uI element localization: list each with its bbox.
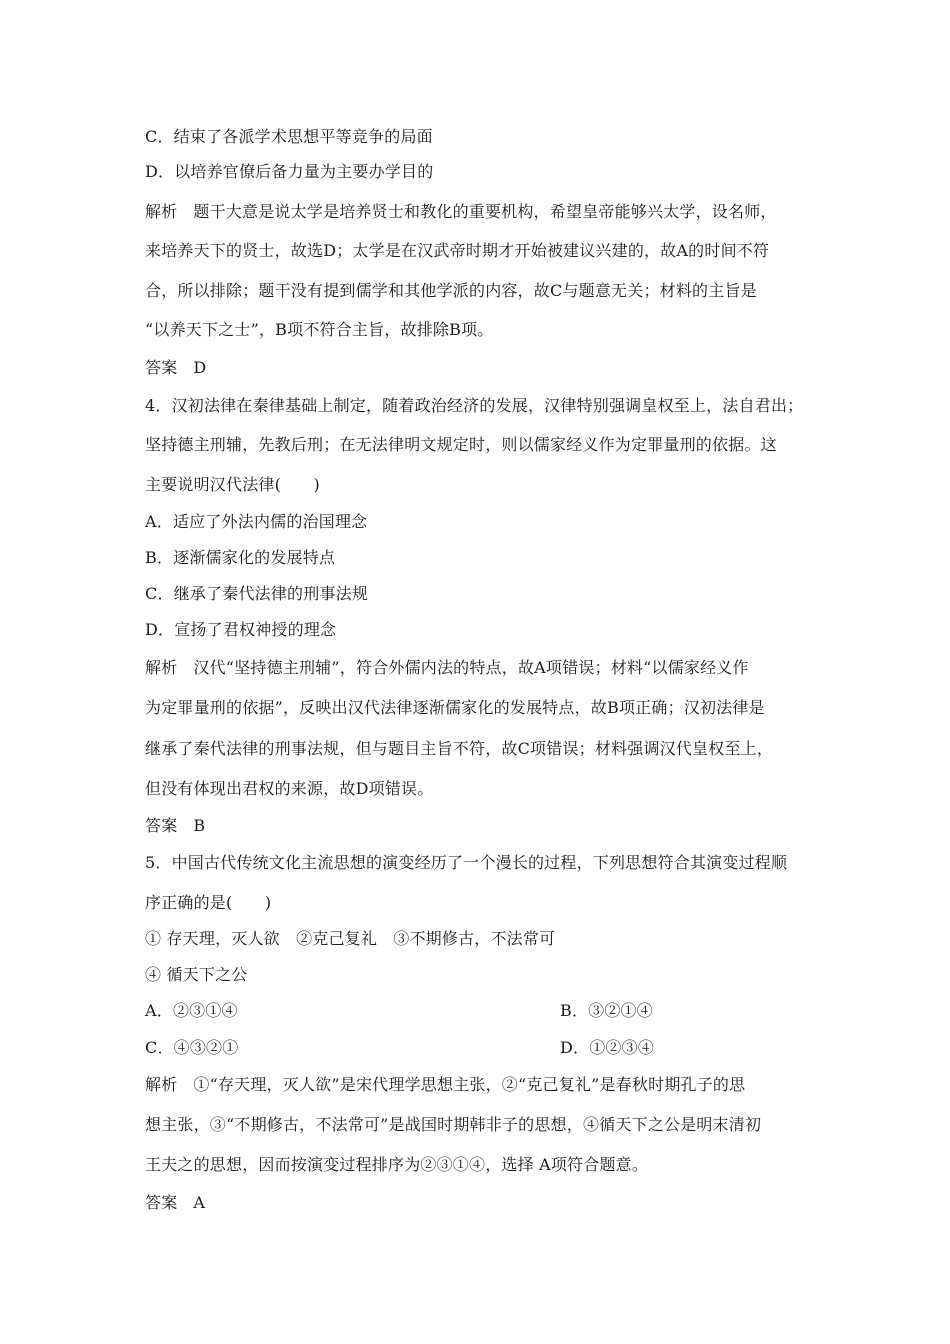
analysis-line: 继承了秦代法律的刑事法规，但与题目主旨不符，故C项错误；材料强调汉代皇权至上， xyxy=(145,739,774,758)
option-a: A．②③①④ xyxy=(145,1001,238,1020)
answer-line xyxy=(145,816,205,836)
analysis-line: 王夫之的思想，因而按演变过程排序为②③①④，选择 A项符合题意。 xyxy=(145,1155,649,1174)
answer-label: 答案 xyxy=(145,1193,178,1212)
option-b: B．逐渐儒家化的发展特点 xyxy=(145,548,336,567)
answer-line xyxy=(145,1193,205,1213)
option-d: D．宣扬了君权神授的理念 xyxy=(145,620,337,639)
analysis-label: 解析 xyxy=(145,202,178,221)
option-c: C．继承了秦代法律的刑事法规 xyxy=(145,584,369,603)
option-c: C．结束了各派学术思想平等竞争的局面 xyxy=(145,127,433,146)
analysis-line: 解析 题干大意是说太学是培养贤士和教化的重要机构，希望皇帝能够兴太学，设名师， xyxy=(145,202,777,221)
answer-label: 答案 xyxy=(145,358,178,377)
analysis-line: 解析 ①“存天理，灭人欲”是宋代理学思想主张，②“克己复礼”是春秋时期孔子的思 xyxy=(145,1075,746,1094)
analysis-line: “以养天下之士”，B项不符合主旨，故排除B项。 xyxy=(145,320,494,339)
analysis-line: 为定罪量刑的依据”，反映出汉代法律逐渐儒家化的发展特点，故B项正确；汉初法律是 xyxy=(145,698,765,717)
answer-line xyxy=(145,358,206,378)
option-c: C．④③②① xyxy=(145,1038,239,1057)
statement-items: ① 存天理，灭人欲 ②克己复礼 ③不期修古，不法常可 xyxy=(145,929,556,948)
question-stem: 主要说明汉代法律( ) xyxy=(145,475,320,494)
option-a: A．适应了外法内儒的治国理念 xyxy=(145,512,368,531)
option-d: D．以培养官僚后备力量为主要办学目的 xyxy=(145,162,434,181)
analysis-line: 解析 汉代“坚持德主刑辅”，符合外儒内法的特点，故A项错误；材料“以儒家经义作 xyxy=(145,658,749,677)
statement-items: ④ 循天下之公 xyxy=(145,965,248,984)
option-row xyxy=(145,1001,653,1021)
option-row xyxy=(145,1038,655,1058)
question-stem: 序正确的是( ) xyxy=(145,893,272,912)
answer-label: 答案 xyxy=(145,816,178,835)
question-stem: 4．汉初法律在秦律基础上制定，随着政治经济的发展，汉律特别强调皇权至上，法自君出； xyxy=(145,396,804,415)
answer-value: B xyxy=(193,816,206,835)
answer-value: A xyxy=(193,1193,206,1212)
option-d: D．①②③④ xyxy=(560,1038,655,1057)
analysis-line: 来培养天下的贤士，故选D；太学是在汉武帝时期才开始被建议兴建的，故A的时间不符 xyxy=(145,241,770,260)
analysis-line: 想主张，③“不期修古，不法常可”是战国时期韩非子的思想，④循天下之公是明末清初 xyxy=(145,1115,762,1134)
analysis-line: 但没有体现出君权的来源，故D项错误。 xyxy=(145,779,434,798)
option-b: B．③②①④ xyxy=(560,1001,653,1020)
question-stem: 5．中国古代传统文化主流思想的演变经历了一个漫长的过程，下列思想符合其演变过程顺 xyxy=(145,853,788,872)
analysis-line: 合，所以排除；题干没有提到儒学和其他学派的内容，故C与题意无关；材料的主旨是 xyxy=(145,281,757,300)
question-stem: 坚持德主刑辅，先教后刑；在无法律明文规定时，则以儒家经义作为定罪量刑的依据。这 xyxy=(145,435,777,454)
answer-value: D xyxy=(193,358,207,377)
analysis-label: 解析 xyxy=(145,658,178,677)
analysis-label: 解析 xyxy=(145,1075,178,1094)
